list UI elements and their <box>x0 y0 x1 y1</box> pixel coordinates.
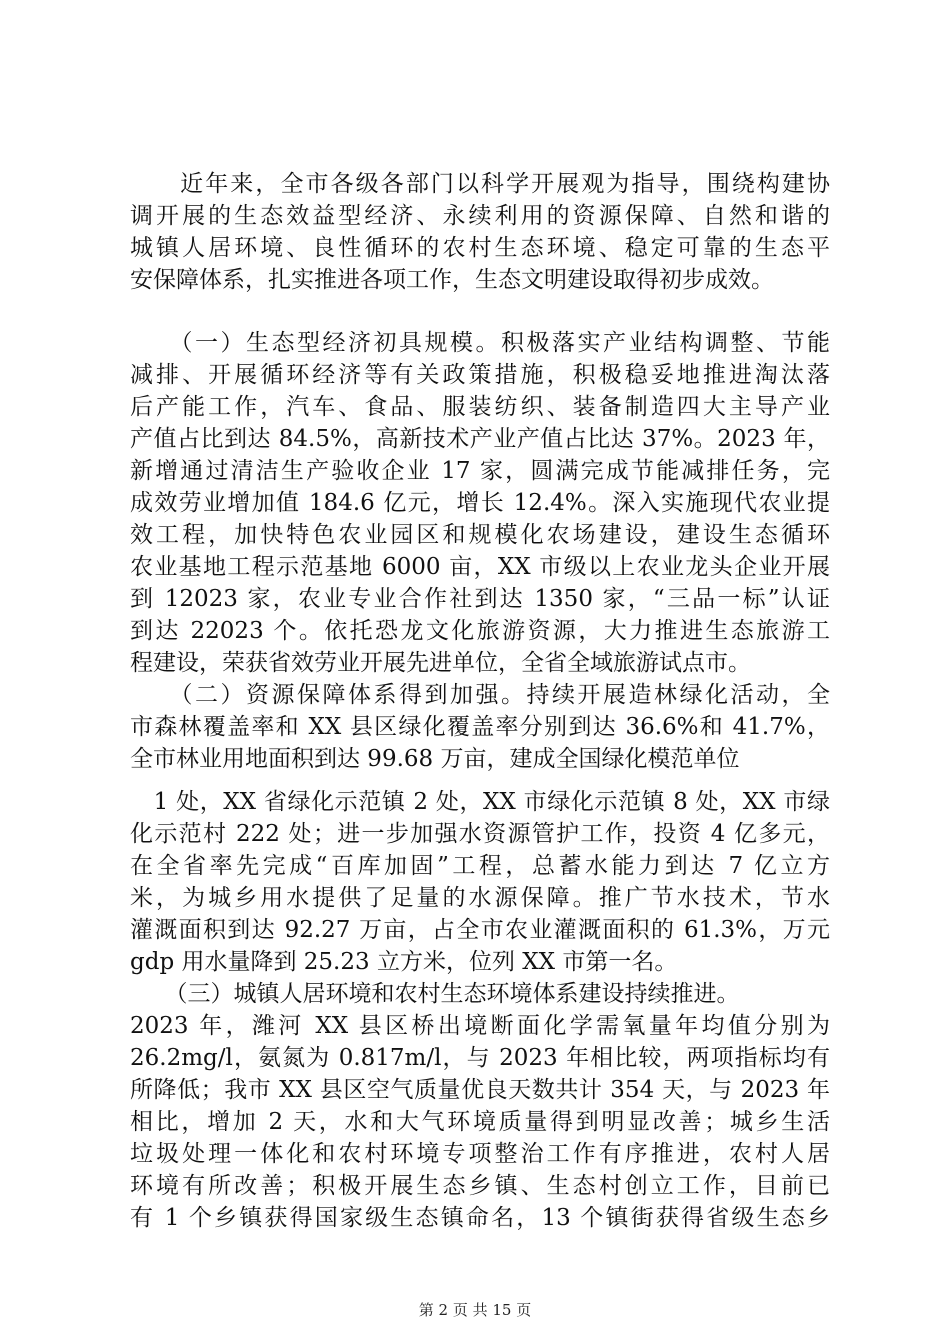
body-text-line: 城镇人居环境、良性循环的农村生态环境、稳定可靠的生态平 <box>130 235 830 261</box>
body-text-line: 有 1 个乡镇获得国家级生态镇命名，13 个镇街获得省级生态乡 <box>130 1205 830 1231</box>
body-text-line: 2023 年，潍河 XX 县区桥出境断面化学需氧量年均值分别为 <box>130 1013 830 1039</box>
body-text-line: 1 处，XX 省绿化示范镇 2 处，XX 市绿化示范镇 8 处，XX 市绿 <box>130 789 830 815</box>
body-text-line: 所降低；我市 XX 县区空气质量优良天数共计 354 天，与 2023 年 <box>130 1077 830 1103</box>
body-text-line: 新增通过清洁生产验收企业 17 家，圆满完成节能减排任务，完 <box>130 458 830 484</box>
body-text-line: 成效劳业增加值 184.6 亿元，增长 12.4%。深入实施现代农业提 <box>130 490 830 516</box>
body-text-line: 减排、开展循环经济等有关政策措施，积极稳妥地推进淘汰落 <box>130 362 830 388</box>
body-text-line: 26.2mg/l，氨氮为 0.817m/l，与 2023 年相比较，两项指标均有 <box>130 1045 830 1071</box>
body-text-line: 灌溉面积到达 92.27 万亩，占全市农业灌溉面积的 61.3%，万元 <box>130 917 830 943</box>
body-text-line: 效工程，加快特色农业园区和规模化农场建设，建设生态循环 <box>130 522 830 548</box>
body-text-line: 安保障体系，扎实推进各项工作，生态文明建设取得初步成效。 <box>130 267 774 293</box>
body-text-line: （三）城镇人居环境和农村生态环境体系建设持续推进。 <box>130 981 740 1007</box>
body-text-line: 产值占比到达 84.5%，高新技术产业产值占比达 37%。2023 年， <box>130 426 830 452</box>
body-text-line: 环境有所改善；积极开展生态乡镇、生态村创立工作，目前已 <box>130 1173 830 1199</box>
body-text-line: 米，为城乡用水提供了足量的水源保障。推广节水技术，节水 <box>130 885 830 911</box>
body-text-line: 后产能工作，汽车、食品、服装纺织、装备制造四大主导产业 <box>130 394 830 420</box>
body-text-line: 农业基地工程示范基地 6000 亩，XX 市级以上农业龙头企业开展 <box>130 554 830 580</box>
body-text-line: 到达 22023 个。依托恐龙文化旅游资源，大力推进生态旅游工 <box>130 618 830 644</box>
body-text-line: gdp 用水量降到 25.23 立方米，位列 XX 市第一名。 <box>130 949 678 975</box>
body-text-line: 到 12023 家，农业专业合作社到达 1350 家，“三品一标”认证 <box>130 586 830 612</box>
body-text-line: 化示范村 222 处；进一步加强水资源管护工作，投资 4 亿多元， <box>130 821 830 847</box>
body-text-line: 全市林业用地面积到达 99.68 万亩，建成全国绿化模范单位 <box>130 746 740 772</box>
page-number-footer: 第 2 页 共 15 页 <box>418 1301 532 1319</box>
body-text-line: 垃圾处理一体化和农村环境专项整治工作有序推进，农村人居 <box>130 1141 830 1167</box>
body-text-line: 市森林覆盖率和 XX 县区绿化覆盖率分别到达 36.6%和 41.7%， <box>130 714 830 740</box>
body-text-line: （二）资源保障体系得到加强。持续开展造林绿化活动，全 <box>130 682 830 708</box>
body-text-line: 程建设，荣获省效劳业开展先进单位，全省全域旅游试点市。 <box>130 650 751 676</box>
body-text-line: 在全省率先完成“百库加固”工程，总蓄水能力到达 7 亿立方 <box>130 853 830 879</box>
body-text-line: 近年来，全市各级各部门以科学开展观为指导，围绕构建协 <box>130 171 830 197</box>
body-text-line: （一）生态型经济初具规模。积极落实产业结构调整、节能 <box>130 330 830 356</box>
body-text-line: 相比，增加 2 天，水和大气环境质量得到明显改善；城乡生活 <box>130 1109 830 1135</box>
body-text-line: 调开展的生态效益型经济、永续利用的资源保障、自然和谐的 <box>130 203 830 229</box>
